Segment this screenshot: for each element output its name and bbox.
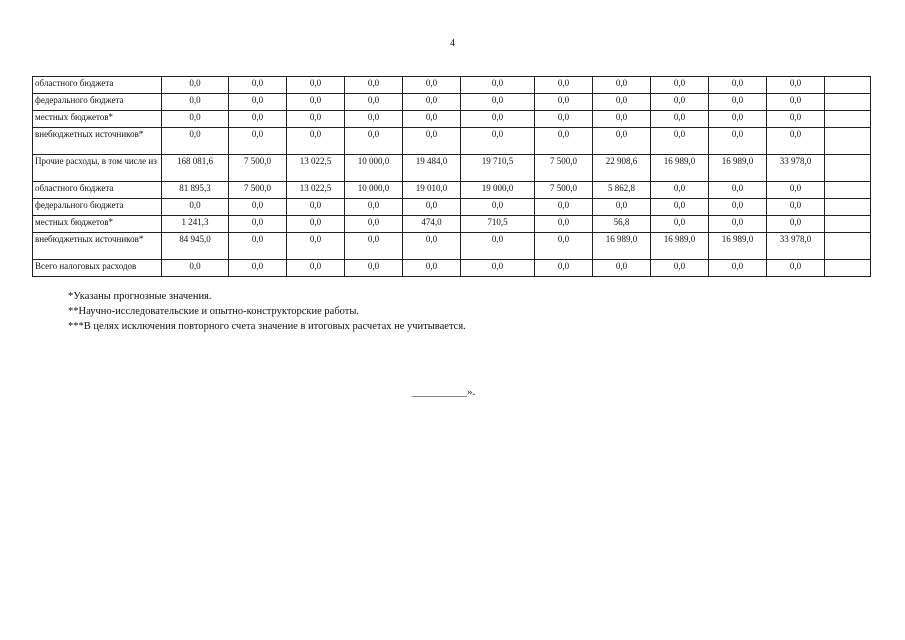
row-label: местных бюджетов* <box>33 216 162 233</box>
table-cell: 0,0 <box>461 199 535 216</box>
table-cell: 0,0 <box>767 182 825 199</box>
table-cell: 0,0 <box>767 199 825 216</box>
table-cell: 0,0 <box>593 111 651 128</box>
table-row <box>33 94 871 111</box>
table-cell: 13 022,5 <box>287 182 345 199</box>
table-cell: 0,0 <box>345 199 403 216</box>
table-cell: 56,8 <box>593 216 651 233</box>
table-cell: 19 010,0 <box>403 182 461 199</box>
table-cell: 16 989,0 <box>593 233 651 260</box>
table-cell: 0,0 <box>535 233 593 260</box>
table-cell <box>825 155 871 182</box>
table-cell: 0,0 <box>229 94 287 111</box>
table-row <box>33 233 871 260</box>
table-cell: 0,0 <box>593 260 651 277</box>
table-cell: 0,0 <box>767 216 825 233</box>
footnotes <box>68 289 466 334</box>
table-cell: 0,0 <box>229 77 287 94</box>
table-cell: 0,0 <box>162 260 229 277</box>
table-cell: 0,0 <box>461 260 535 277</box>
table-cell: 22 908,6 <box>593 155 651 182</box>
table-cell: 0,0 <box>651 260 709 277</box>
table-cell: 0,0 <box>229 233 287 260</box>
row-label: Прочие расходы, в том числе из <box>33 155 162 182</box>
table-cell: 0,0 <box>287 260 345 277</box>
table-cell: 0,0 <box>651 216 709 233</box>
table-cell: 33 978,0 <box>767 233 825 260</box>
table-cell: 0,0 <box>403 199 461 216</box>
table-cell: 0,0 <box>229 128 287 155</box>
closing-mark: __________». <box>412 386 476 398</box>
table-cell: 7 500,0 <box>229 155 287 182</box>
table-cell <box>825 216 871 233</box>
table-cell: 0,0 <box>345 216 403 233</box>
table-cell <box>825 233 871 260</box>
table-row <box>33 111 871 128</box>
table-cell: 0,0 <box>229 199 287 216</box>
table-cell: 0,0 <box>709 260 767 277</box>
table-cell: 0,0 <box>651 128 709 155</box>
table-cell: 10 000,0 <box>345 155 403 182</box>
table-row <box>33 182 871 199</box>
table-cell: 16 989,0 <box>709 233 767 260</box>
table-cell: 0,0 <box>767 111 825 128</box>
table-cell: 0,0 <box>709 77 767 94</box>
table-cell: 10 000,0 <box>345 182 403 199</box>
table-cell <box>825 199 871 216</box>
table-cell: 7 500,0 <box>535 155 593 182</box>
table-cell: 0,0 <box>229 260 287 277</box>
table-cell: 0,0 <box>403 233 461 260</box>
table-body <box>33 77 871 277</box>
table-cell: 19 484,0 <box>403 155 461 182</box>
table-cell: 84 945,0 <box>162 233 229 260</box>
table-row <box>33 260 871 277</box>
row-label: областного бюджета <box>33 77 162 94</box>
table-cell: 13 022,5 <box>287 155 345 182</box>
table-cell: 0,0 <box>229 111 287 128</box>
table-cell: 0,0 <box>535 216 593 233</box>
table-cell: 0,0 <box>709 182 767 199</box>
table-cell: 0,0 <box>162 128 229 155</box>
table-cell: 19 710,5 <box>461 155 535 182</box>
table-cell: 0,0 <box>345 77 403 94</box>
table-cell: 0,0 <box>651 199 709 216</box>
table-cell: 0,0 <box>461 94 535 111</box>
table-cell: 0,0 <box>709 216 767 233</box>
table-cell: 0,0 <box>287 77 345 94</box>
table-cell: 0,0 <box>287 94 345 111</box>
table-cell: 0,0 <box>767 128 825 155</box>
footnote-rnd: **Научно-исследовательские и опытно-конструкторские работы. <box>68 306 360 317</box>
table-cell: 0,0 <box>229 216 287 233</box>
row-label: внебюджетных источников* <box>33 233 162 260</box>
table-cell: 0,0 <box>651 94 709 111</box>
table-cell: 0,0 <box>345 111 403 128</box>
row-label: федерального бюджета <box>33 199 162 216</box>
table-cell: 33 978,0 <box>767 155 825 182</box>
table-cell: 0,0 <box>403 77 461 94</box>
table-cell: 0,0 <box>767 77 825 94</box>
row-label: внебюджетных источников* <box>33 128 162 155</box>
table-cell: 1 241,3 <box>162 216 229 233</box>
table-cell: 0,0 <box>345 128 403 155</box>
table-cell: 5 862,8 <box>593 182 651 199</box>
table-cell: 7 500,0 <box>229 182 287 199</box>
table-cell <box>825 128 871 155</box>
table-cell: 0,0 <box>287 216 345 233</box>
table-cell: 0,0 <box>162 199 229 216</box>
table-cell: 0,0 <box>535 111 593 128</box>
table-row <box>33 199 871 216</box>
row-label: местных бюджетов* <box>33 111 162 128</box>
table-cell: 0,0 <box>162 94 229 111</box>
table-cell <box>825 94 871 111</box>
table-row <box>33 77 871 94</box>
table-cell: 0,0 <box>535 128 593 155</box>
table-cell: 0,0 <box>403 260 461 277</box>
table-cell <box>825 182 871 199</box>
table-cell: 0,0 <box>767 260 825 277</box>
table-cell: 0,0 <box>287 233 345 260</box>
table-cell: 0,0 <box>593 94 651 111</box>
table-cell: 0,0 <box>287 199 345 216</box>
table-cell: 0,0 <box>651 182 709 199</box>
table-cell: 0,0 <box>345 260 403 277</box>
table-cell: 0,0 <box>403 94 461 111</box>
table-cell: 168 081,6 <box>162 155 229 182</box>
table-cell: 0,0 <box>461 128 535 155</box>
table-cell: 0,0 <box>709 199 767 216</box>
table-cell <box>825 77 871 94</box>
table-cell: 0,0 <box>535 260 593 277</box>
row-label: федерального бюджета <box>33 94 162 111</box>
table-cell: 0,0 <box>593 77 651 94</box>
table-cell: 16 989,0 <box>651 233 709 260</box>
table-cell: 0,0 <box>461 77 535 94</box>
table-cell: 0,0 <box>461 233 535 260</box>
table-row <box>33 128 871 155</box>
table-cell: 0,0 <box>535 199 593 216</box>
table-cell: 474,0 <box>403 216 461 233</box>
table-cell: 0,0 <box>287 111 345 128</box>
table-cell: 81 895,3 <box>162 182 229 199</box>
table-cell <box>825 260 871 277</box>
table-cell: 0,0 <box>767 94 825 111</box>
table-cell: 0,0 <box>651 77 709 94</box>
table-cell <box>825 111 871 128</box>
table-cell: 19 000,0 <box>461 182 535 199</box>
table-cell: 7 500,0 <box>535 182 593 199</box>
table-cell: 0,0 <box>403 111 461 128</box>
footnote-double-count: ***В целях исключения повторного счета значение в итоговых расчетах не учитывается. <box>68 321 466 332</box>
table-cell: 16 989,0 <box>709 155 767 182</box>
table-cell: 0,0 <box>593 128 651 155</box>
table-cell: 0,0 <box>345 233 403 260</box>
footnote-forecast: *Указаны прогнозные значения. <box>68 291 212 302</box>
table-cell: 0,0 <box>403 128 461 155</box>
row-label: Всего налоговых расходов <box>33 260 162 277</box>
table-cell: 0,0 <box>287 128 345 155</box>
table-cell: 0,0 <box>593 199 651 216</box>
table-cell: 0,0 <box>651 111 709 128</box>
table-cell: 0,0 <box>709 111 767 128</box>
row-label: областного бюджета <box>33 182 162 199</box>
table-cell: 710,5 <box>461 216 535 233</box>
table-cell: 0,0 <box>162 77 229 94</box>
table-cell: 0,0 <box>461 111 535 128</box>
budget-table <box>32 76 871 277</box>
table-row <box>33 155 871 182</box>
table-row <box>33 216 871 233</box>
table-cell: 0,0 <box>535 77 593 94</box>
table-cell: 0,0 <box>345 94 403 111</box>
table-cell: 0,0 <box>709 128 767 155</box>
table-cell: 0,0 <box>162 111 229 128</box>
table-cell: 16 989,0 <box>651 155 709 182</box>
page-number: 4 <box>450 38 455 49</box>
table-cell: 0,0 <box>709 94 767 111</box>
table-cell: 0,0 <box>535 94 593 111</box>
